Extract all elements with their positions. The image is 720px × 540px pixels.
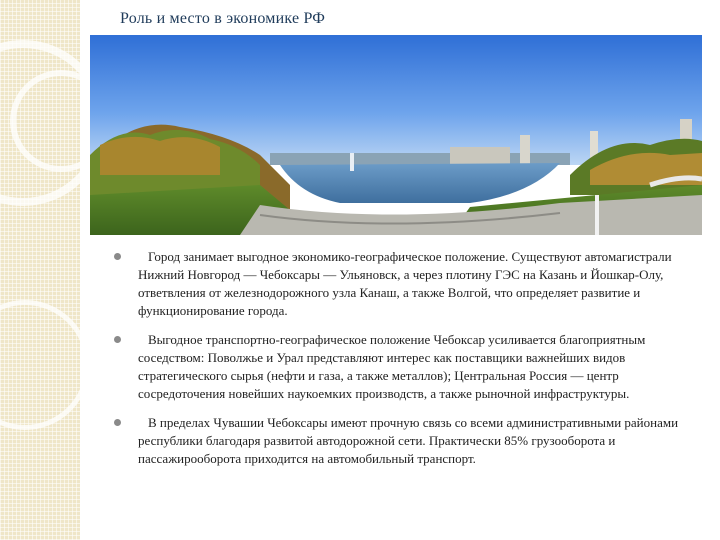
bullet-list [110,248,700,479]
bullet-text: Выгодное транспортно-географическое положение Чебоксар усиливается благоприятным соседством: Поволжье и Урал представляют интерес как поставщики важнейших видов стратегического сырья (нефти и газа, а также металлов); Центральная Россия — центр сосредоточения новейших наукоемких производств, а также рыночной инфраструктуры. [138,332,646,401]
slide-title: Роль и место в экономике РФ [120,10,326,27]
list-item [110,414,700,468]
swirl-ornament [0,300,80,430]
decorative-side-band [0,0,80,540]
city-panorama-photo [90,35,702,235]
bullet-text: Город занимает выгодное экономико-географическое положение. Существуют автомагистрали Нижний Новгород — Чебоксары — Ульяновск, а через плотину ГЭС на Казань и Йошкар-Олу, ответвления от железнодорожного узла Канаш, а также Волгой, что определяет развитие и функционирование города. [138,249,672,318]
list-item [110,331,700,403]
bullet-icon [114,336,121,343]
bullet-text: В пределах Чувашии Чебоксары имеют прочную связь со всеми административными районами республики благодаря развитой автодорожной сети. Практически 85% грузооборота и пассажирооборота приходится на автомобильный транспорт. [138,415,679,466]
list-item [110,248,700,320]
bullet-icon [114,419,121,426]
bullet-icon [114,253,121,260]
